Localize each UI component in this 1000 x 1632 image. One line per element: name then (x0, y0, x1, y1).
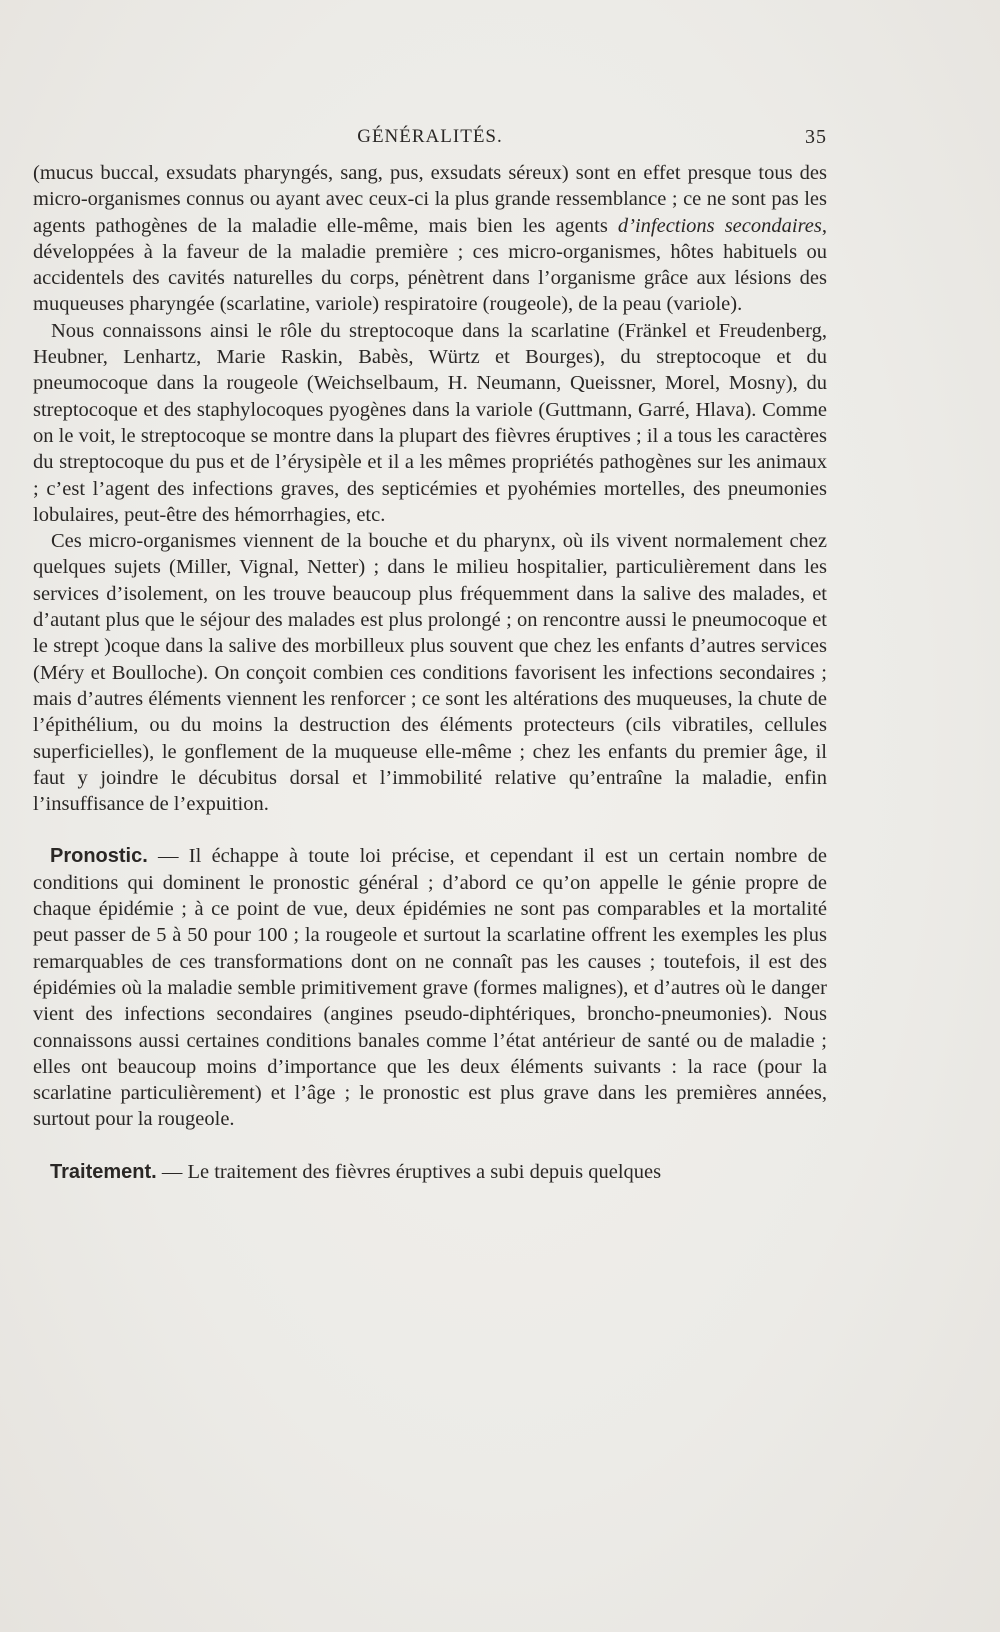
paragraph (33, 160, 827, 318)
section-pronostic (33, 843, 827, 1132)
paragraph-text: , développées à la faveur de la maladie première ; ces micro-organismes, hôtes habituels ou accidentels des cavités naturelles du corps, pénètrent dans l’organisme grâce aux lésions des muqueuses pharyngée (scarlatine, variole) respiratoire (rougeole), de la peau (variole). (33, 214, 827, 316)
italic-term: d’infections secondaires (617, 214, 822, 237)
paragraph-text: (mucus buccal, exsudats pharyngés, sang, pus, exsudats séreux) sont en effet presque tous des micro-organismes connus ou ayant avec ceux-ci la plus grande ressemblance ; ce ne sont pas les agents pathogènes de la maladie elle-même, mais bien les agents (33, 162, 827, 237)
section-heading-traitement: Traitement. (50, 1160, 157, 1183)
page-number: 35 (805, 126, 827, 148)
paragraph: Nous connaissons ainsi le rôle du streptocoque dans la scarlatine (Fränkel et Freudenberg, Heubner, Lenhartz, Marie Raskin, Babès, Würtz et Bourges), du streptocoque et du pneumocoque dans la rougeole (Weichselbaum, H. Neumann, Queissner, Morel, Mosny), du streptocoque et des staphylocoques pyogènes dans la variole (Guttmann, Garré, Hlava). Comme on le voit, le streptocoque se montre dans la plupart des fièvres éruptives ; il a tous les caractères du streptocoque du pus et de l’érysipèle et il a les mêmes propriétés pathogènes sur les animaux ; c’est l’agent des infections graves, des septicémies et pyohémies mortelles, des pneumonies lobulaires, peut-être des hémorrhagies, etc. (33, 319, 827, 526)
section-text: — Il échappe à toute loi précise, et cependant il est un certain nombre de conditions qui dominent le pronostic général ; d’abord ce qu’on appelle le génie propre de chaque épidémie ; à ce point de vue, deux épidémies ne sont pas comparables et la mortalité peut passer de 5 à 50 pour 100 ; la rougeole et surtout la scarlatine offrent les exemples les plus remarquables de ces transformations dont on ne connaît pas les causes ; toutefois, il est des épidémies où la maladie semble primitivement grave (formes malignes), et d’autres où le danger vient des infections secondaires (angines pseudo-diphtériques, broncho-pneumonies). Nous connaissons aussi certaines conditions banales comme l’état antérieur de santé ou de maladie ; elles ont beaucoup moins d’importance que les deux éléments suivants : la race (pour la scarlatine particulièrement) et l’âge ; le pronostic est plus grave dans les premières années, surtout pour la rougeole. (33, 845, 827, 1131)
body-text (33, 160, 827, 1185)
section-traitement (33, 1159, 827, 1185)
page-header (33, 126, 827, 152)
section-text: — Le traitement des fièvres éruptives a subi depuis quelques (156, 1160, 662, 1183)
running-title: GÉNÉRALITÉS. (357, 126, 503, 147)
paragraph: Ces micro-organismes viennent de la bouche et du pharynx, où ils vivent normalement chez quelques sujets (Miller, Vignal, Netter) ; dans le milieu hospitalier, particulièrement dans les services d’isolement, on les trouve beaucoup plus fréquemment dans la salive des malades, et d’autant plus que le séjour des malades est plus prolongé ; on rencontre aussi le pneumocoque et le strept )coque dans la salive des morbilleux plus souvent que chez les enfants d’autres services (Méry et Boulloche). On conçoit combien ces conditions favorisent les infections secondaires ; mais d’autres éléments viennent les renforcer ; ce sont les altérations des muqueuses, la chute de l’épithélium, ou du moins la destruction des éléments protecteurs (cils vibratiles, cellules superficielles), le gonflement de la muqueuse elle-même ; chez les enfants du premier âge, il faut y joindre le décubitus dorsal et l’immobilité relative qu’entraîne la maladie, enfin l’insuffisance de l’expuition. (33, 530, 827, 816)
section-heading-pronostic: Pronostic. (50, 845, 148, 868)
